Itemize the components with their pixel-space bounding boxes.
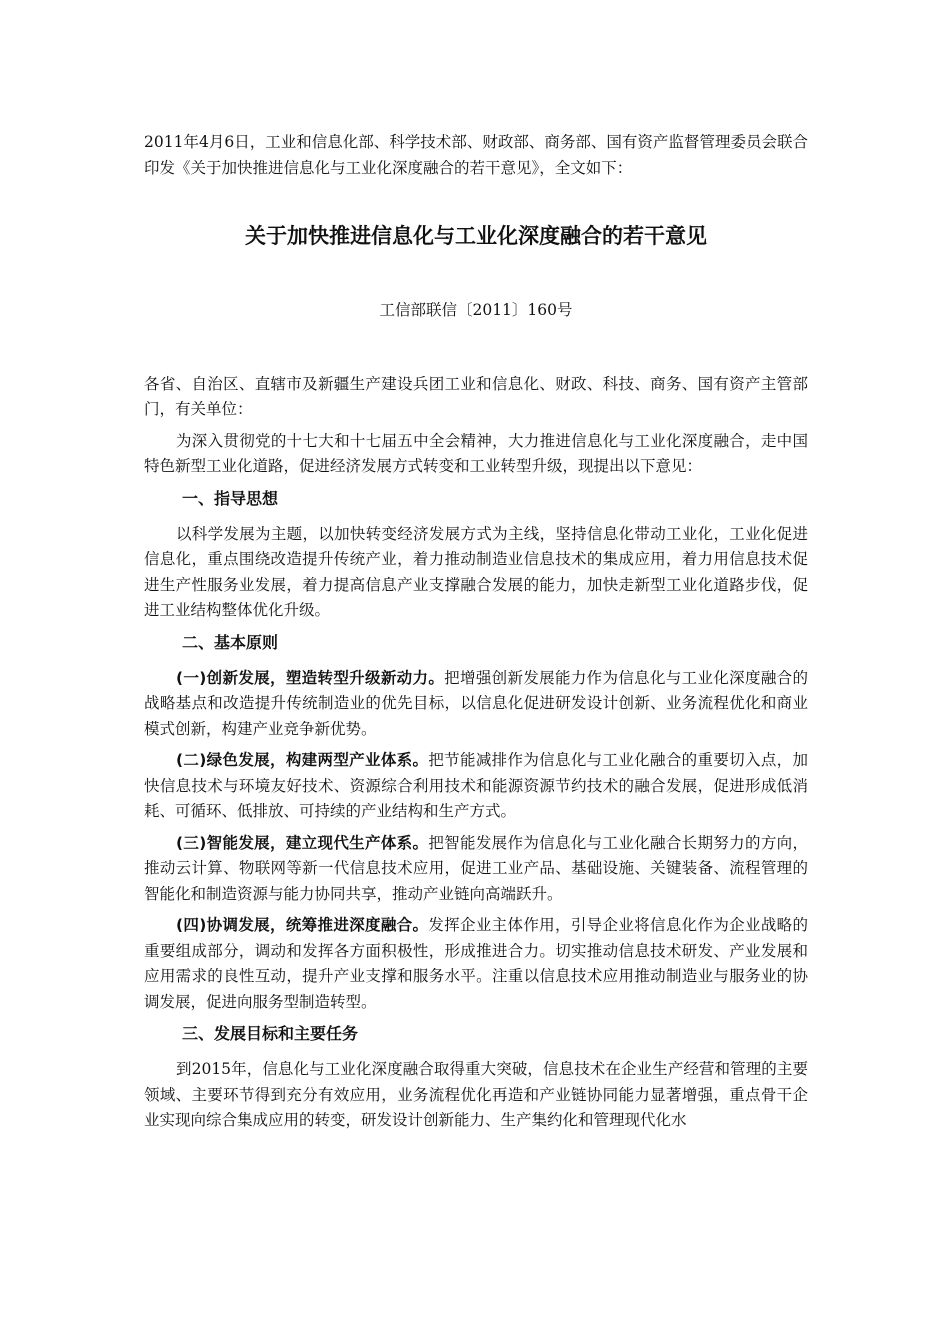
principle-text: 把节能减排作为信息化与工业化融合的重要切入点，加快信息技术与环境友好技术、资源综合利用技术和能源资源节约技术的融合发展，促进形成低消耗、可循环、低排放、可持续的产业结构和生产方式。 [144, 751, 808, 820]
document-title: 关于加快推进信息化与工业化深度融合的若干意见 [245, 224, 707, 248]
addressees: 各省、自治区、直辖市及新疆生产建设兵团工业和信息化、财政、科技、商务、国有资产主管部门，有关单位： [144, 374, 808, 418]
principle-lead: (二)绿色发展，构建两型产业体系。 [176, 751, 429, 769]
principle-paragraph-green [144, 748, 808, 825]
section-heading-guiding-ideology: 一、指导思想 [182, 488, 279, 508]
section-body-guiding-ideology: 以科学发展为主题，以加快转变经济发展方式为主线，坚持信息化带动工业化，工业化促进信息化，重点围绕改造提升传统产业，着力推动制造业信息技术的集成应用，着力用信息技术促进生产性服务业发展，着力提高信息产业支撑融合发展的能力，加快走新型工业化道路步伐，促进工业结构整体优化升级。 [144, 524, 808, 619]
section-heading-goals-tasks: 三、发展目标和主要任务 [182, 1024, 359, 1043]
principle-paragraph-innovation [144, 666, 808, 743]
principle-text: 把智能发展作为信息化与工业化融合长期努力的方向，推动云计算、物联网等新一代信息技术应用，促进工业产品、基础设施、关键装备、流程管理的智能化和制造资源与能力协同共享，推动产业链向高端跃升。 [144, 833, 808, 903]
principle-lead: (四)协调发展，统筹推进深度融合。 [176, 916, 429, 934]
document-number: 工信部联信〔2011〕160号 [379, 301, 573, 319]
principle-paragraph-coordinated [144, 913, 808, 1015]
preamble-paragraph: 为深入贯彻党的十七大和十七届五中全会精神，大力推进信息化与工业化深度融合，走中国特色新型工业化道路，促进经济发展方式转变和工业转型升级，现提出以下意见： [144, 431, 808, 475]
intro-paragraph: 2011年4月6日，工业和信息化部、科学技术部、财政部、商务部、国有资产监督管理委员会联合印发《关于加快推进信息化与工业化深度融合的若干意见》，全文如下： [144, 133, 808, 177]
principle-text: 把增强创新发展能力作为信息化与工业化深度融合的战略基点和改造提升传统制造业的优先目标，以信息化促进研发设计创新、业务流程优化和商业模式创新，构建产业竞争新优势。 [144, 668, 808, 738]
section-heading-basic-principles: 二、基本原则 [182, 632, 279, 652]
section-body-goals-tasks: 到2015年，信息化与工业化深度融合取得重大突破，信息技术在企业生产经营和管理的主要领域、主要环节得到充分有效应用，业务流程优化再造和产业链协同能力显著增强，重点骨干企业实现向综合集成应用的转变，研发设计创新能力、生产集约化和管理现代化水 [144, 1060, 808, 1129]
document-body [144, 130, 808, 1140]
principle-lead: (三)智能发展，建立现代生产体系。 [176, 833, 429, 852]
principle-text: 发挥企业主体作用，引导企业将信息化作为企业战略的重要组成部分，调动和发挥各方面积极性，形成推进合力。切实推动信息技术研发、产业发展和应用需求的良性互动，提升产业支撑和服务水平。注重以信息技术应用推动制造业与服务业的协调发展，促进向服务型制造转型。 [144, 916, 808, 1011]
principle-lead: (一)创新发展，塑造转型升级新动力。 [176, 668, 445, 687]
principle-paragraph-intelligent [144, 831, 808, 908]
